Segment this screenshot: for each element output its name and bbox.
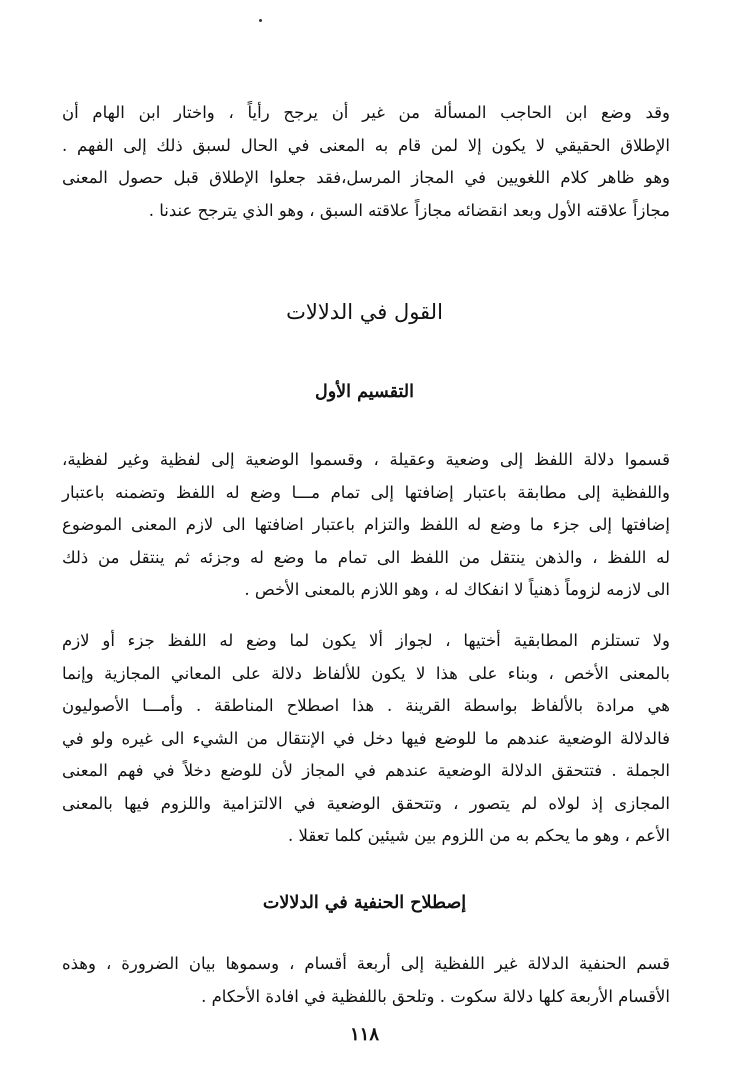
paragraph-line: واللفظية إلى مطابقة باعتبار إضافتها إلى تمام مـــا وضع له اللفظ وتضمنه باعتبار xyxy=(62,482,670,502)
paragraph-line: الإطلاق الحقيقي لا يكون إلا لمن قام به المعنى في الحال لسبق ذلك إلى الفهم . xyxy=(62,135,670,155)
paragraph-hanafi xyxy=(62,948,670,1013)
paragraph-line: وهو ظاهر كلام اللغويين في المجاز المرسل،فقد جعلوا الإطلاق قبل حصول المعنى xyxy=(62,168,670,187)
paragraph-line: الى لازمه لزوماً ذهنياً لا انفكاك له ، وهو اللازم بالمعنى الأخص . xyxy=(244,580,670,599)
section-heading-hanafi: إصطلاح الحنفية في الدلالات xyxy=(262,893,467,913)
paragraph-line: الأقسام الأربعة كلها دلالة سكوت . وتلحق باللفظية في افادة الأحكام . xyxy=(201,986,670,1006)
paragraph-line: وقد وضع ابن الحاجب المسألة من غير أن يرجح رأياً ، واختار ابن الهام أن xyxy=(62,103,670,122)
page-number: ١١٨ xyxy=(349,1024,379,1045)
paragraph-intro xyxy=(62,97,670,227)
section-heading-first-division: التقسيم الأول xyxy=(315,382,414,402)
paragraph-line: قسموا دلالة اللفظ إلى وضعية وعقيلة ، وقسموا الوضعية إلى لفظية وغير لفظية، xyxy=(62,450,670,469)
scan-speck xyxy=(259,19,262,22)
paragraph-line: المجازى إذ لولاه لم يتصور ، وتتحقق الوضعية في الالتزامية واللزوم فيها بالمعنى xyxy=(62,793,670,813)
paragraph-line: مجازاً علاقته الأول وبعد انقضائه مجازاً علاقته السبق ، وهو الذي يترجح عندنا . xyxy=(148,200,670,220)
paragraph-division xyxy=(62,444,670,607)
paragraph-line: إضافتها إلى جزء ما وضع له اللفظ والتزام باعتبار اضافتها الى لازم المعنى الموضوع xyxy=(62,515,670,534)
section-heading-main: القول في الدلالات xyxy=(286,300,443,324)
paragraph-usuliyun xyxy=(62,625,670,853)
paragraph-line: فالدلالة الوضعية عندهم ما للوضع فيها دخل في الإنتقال من الشيء الى غيره ولو في xyxy=(62,728,670,748)
paragraph-line: قسم الحنفية الدلالة غير اللفظية إلى أربعة أقسام ، وسموها بيان الضرورة ، وهذه xyxy=(62,954,670,973)
paragraph-line: هي مرادة بالألفاظ بواسطة القرينة . هذا اصطلاح المناطقة . وأمـــا الأصوليون xyxy=(62,696,670,715)
paragraph-line: الجملة . فتتحقق الدلالة الوضعية عندهم في المجاز لأن للوضع دخلاً في فهم المعنى xyxy=(62,761,670,780)
paragraph-line: ولا تستلزم المطابقية أختيها ، لجواز ألا يكون لما وضع له اللفظ جزء أو لازم xyxy=(62,631,670,650)
paragraph-line: له اللفظ ، والذهن ينتقل من اللفظ الى تمام ما وضع له وجزئه ثم ينتقل من ذلك xyxy=(62,547,670,567)
paragraph-line: بالمعنى الأخص ، وبناء على هذا لا يكون للألفاظ دلالة على المعاني المجازية وإنما xyxy=(62,663,670,683)
paragraph-line: الأعم ، وهو ما يحكم به من اللزوم بين شيئين كلما تعقلا . xyxy=(287,826,670,845)
